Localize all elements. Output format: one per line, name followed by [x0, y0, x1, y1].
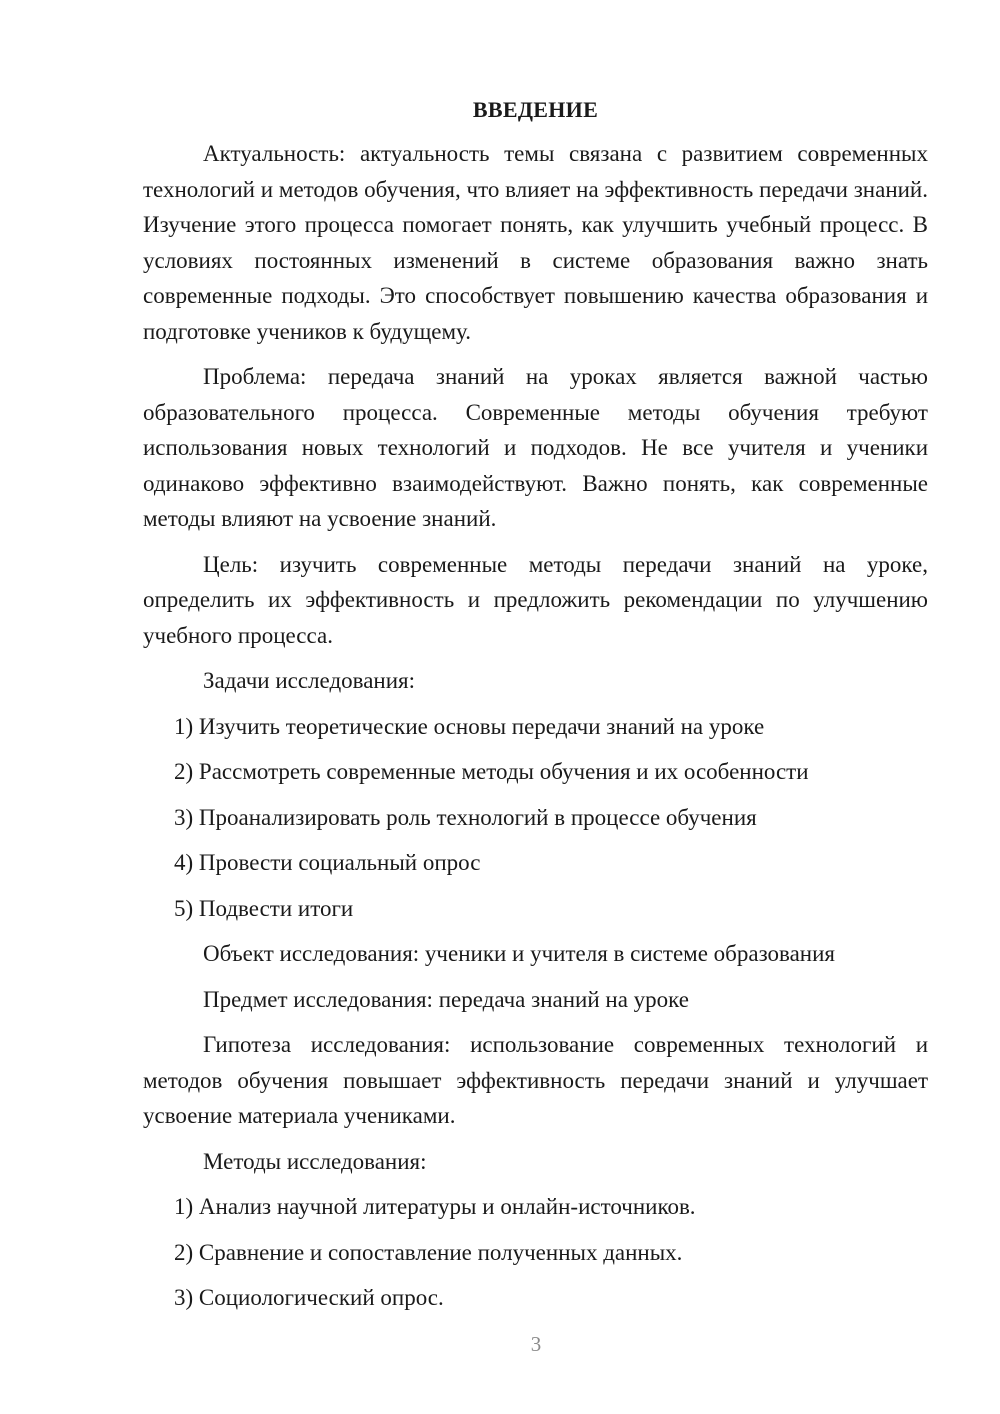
- object-line: Объект исследования: ученики и учителя в системе образования: [203, 941, 835, 966]
- section-title: ВВЕДЕНИЕ: [472, 97, 599, 122]
- goal-paragraph: Цель: изучить современные методы передачи знаний на уроке, определить их эффективность и предложить рекомендации по улучшению учебного процесса.: [143, 551, 928, 648]
- task-item: 3) Проанализировать роль технологий в процессе обучения: [174, 804, 757, 830]
- relevance-paragraph: Актуальность: актуальность темы связана с развитием современных технологий и методов обучения, что влияет на эффективность передачи знаний. Изучение этого процесса помогает понять, как улучшить учебный процесс. В условиях постоянных изменений в системе образования важно знать современные подходы. Это способствует повышению качества образования и подготовке учеников к будущему.: [143, 141, 928, 344]
- task-item: 5) Подвести итоги: [174, 895, 354, 921]
- task-item: 4) Провести социальный опрос: [174, 850, 481, 875]
- methods-heading: Методы исследования:: [203, 1148, 427, 1174]
- tasks-list: [143, 709, 928, 927]
- page-body: [143, 94, 928, 1326]
- hypothesis-paragraph: Гипотеза исследования: использование современных технологий и методов обучения повышает эффективность передачи знаний и улучшает усвоение материала учениками.: [143, 1032, 928, 1128]
- method-item: 1) Анализ научной литературы и онлайн-источников.: [174, 1194, 696, 1219]
- method-item: 3) Социологический опрос.: [174, 1285, 444, 1310]
- tasks-heading: Задачи исследования:: [203, 668, 416, 693]
- page-number: 3: [530, 1332, 542, 1356]
- subject-line: Предмет исследования: передача знаний на уроке: [203, 986, 689, 1012]
- task-item: 2) Рассмотреть современные методы обучения и их особенности: [174, 759, 809, 784]
- methods-list: [143, 1189, 928, 1316]
- method-item: 2) Сравнение и сопоставление полученных данных.: [174, 1239, 683, 1265]
- task-item: 1) Изучить теоретические основы передачи знаний на уроке: [174, 713, 765, 739]
- problem-paragraph: Проблема: передача знаний на уроках является важной частью образовательного процесса. Современные методы обучения требуют использования новых технологий и подходов. Не все учителя и ученики одинаково эффективно взаимодействуют. Важно понять, как современные методы влияют на усвоение знаний.: [143, 364, 928, 531]
